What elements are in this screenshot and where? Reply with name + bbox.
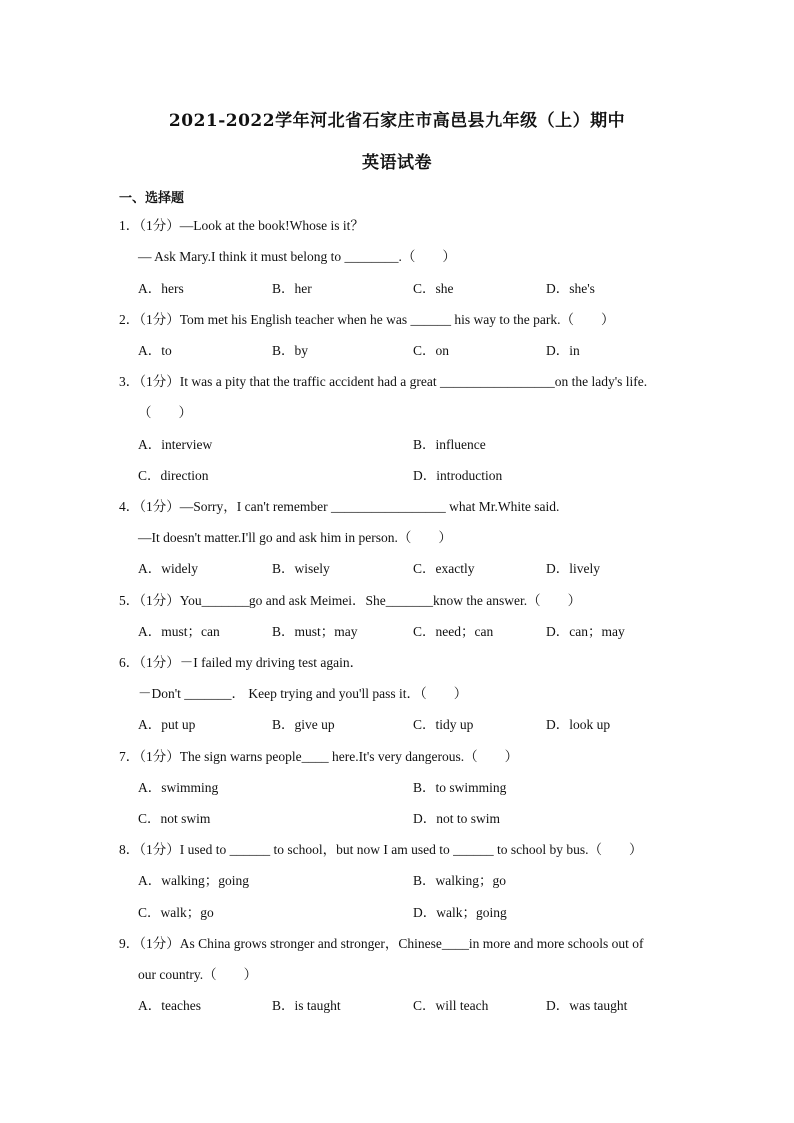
option-d[interactable]: D．she's: [546, 281, 595, 296]
option-a[interactable]: A．interview: [138, 437, 213, 452]
question-text: 7．（1分）The sign warns people____ here.It's very dangerous.（ ）: [119, 749, 519, 764]
question-text: — Ask Mary.I think it must belong to ________.（ ）: [138, 249, 456, 264]
option-c[interactable]: C．walk；go: [138, 905, 214, 920]
question-text: 1．（1分）—Look at the book!Whose is it？: [119, 218, 364, 233]
option-d[interactable]: D．introduction: [413, 468, 503, 483]
option-d[interactable]: D．walk；going: [413, 905, 507, 920]
option-a[interactable]: A．must；can: [138, 624, 220, 639]
question-text: 4．（1分）—Sorry，I can't remember _________________ what Mr.White said.: [119, 499, 560, 514]
page-title: 2021-2022学年河北省石家庄市高邑县九年级（上）期中: [168, 111, 626, 131]
option-c[interactable]: C．on: [413, 343, 450, 358]
question-text: 9．（1分）As China grows stronger and stronger，Chinese____in more and more schools out of: [119, 936, 644, 951]
option-d[interactable]: D．was taught: [546, 998, 628, 1013]
option-a[interactable]: A．swimming: [138, 780, 219, 795]
page-subtitle: 英语试卷: [362, 153, 432, 173]
option-d[interactable]: D．not to swim: [413, 811, 501, 826]
option-d[interactable]: D．in: [546, 343, 580, 358]
question-text: －Don't _______． Keep trying and you'll pass it．（ ）: [138, 686, 468, 701]
option-c[interactable]: C．exactly: [413, 561, 475, 576]
option-b[interactable]: B．give up: [272, 717, 335, 732]
section-heading: 一、选择题: [119, 191, 185, 206]
option-b[interactable]: B．to swimming: [413, 780, 507, 795]
option-d[interactable]: D．can；may: [546, 624, 625, 639]
question-text: —It doesn't matter.I'll go and ask him in person.（ ）: [138, 530, 452, 545]
option-c[interactable]: C．not swim: [138, 811, 211, 826]
option-b[interactable]: B．by: [272, 343, 309, 358]
option-c[interactable]: C．direction: [138, 468, 209, 483]
question-text: 5．（1分）You_______go and ask Meimei．She_______know the answer.（ ）: [119, 593, 582, 608]
question-text: 2．（1分）Tom met his English teacher when he was ______ his way to the park.（ ）: [119, 312, 615, 327]
question-text: our country.（ ）: [138, 967, 258, 982]
option-c[interactable]: C．she: [413, 281, 454, 296]
option-a[interactable]: A．walking；going: [138, 873, 249, 888]
option-a[interactable]: A．to: [138, 343, 172, 358]
option-c[interactable]: C．need；can: [413, 624, 494, 639]
option-c[interactable]: C．will teach: [413, 998, 489, 1013]
option-a[interactable]: A．teaches: [138, 998, 201, 1013]
option-a[interactable]: A．hers: [138, 281, 184, 296]
option-a[interactable]: A．put up: [138, 717, 196, 732]
question-text: 3．（1分）It was a pity that the traffic accident had a great _________________on the lady's life.: [119, 374, 648, 389]
option-d[interactable]: D．look up: [546, 717, 611, 732]
option-b[interactable]: B．walking；go: [413, 873, 506, 888]
question-text: （ ）: [138, 405, 192, 420]
question-text: 8．（1分）I used to ______ to school，but now I am used to ______ to school by bus.（ ）: [119, 842, 643, 857]
option-b[interactable]: B．her: [272, 281, 312, 296]
option-b[interactable]: B．wisely: [272, 561, 330, 576]
option-b[interactable]: B．must；may: [272, 624, 358, 639]
question-text: 6．（1分）－I failed my driving test again．: [119, 655, 364, 670]
option-c[interactable]: C．tidy up: [413, 717, 474, 732]
option-a[interactable]: A．widely: [138, 561, 198, 576]
option-d[interactable]: D．lively: [546, 561, 600, 576]
option-b[interactable]: B．influence: [413, 437, 486, 452]
option-b[interactable]: B．is taught: [272, 998, 341, 1013]
